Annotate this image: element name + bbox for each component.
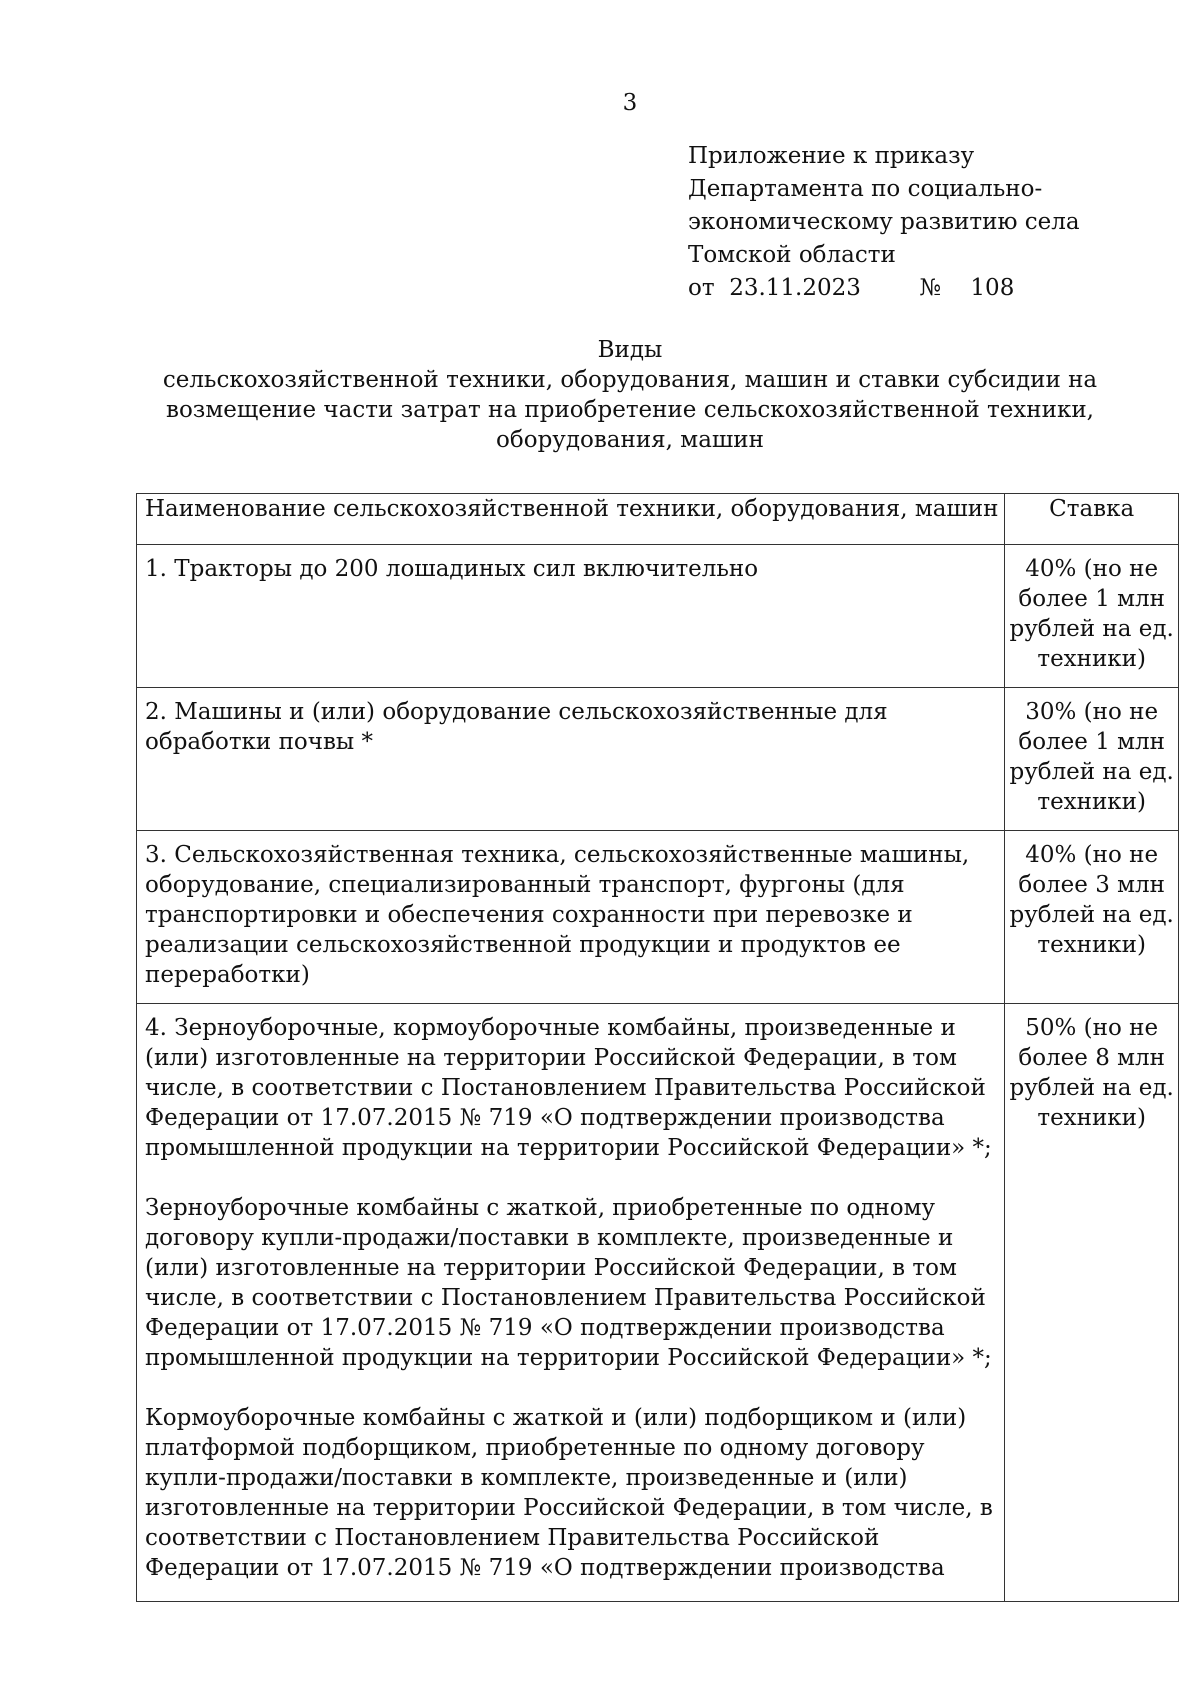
order-date: 23.11.2023	[729, 275, 861, 301]
row-name-line: платформой подборщиком, приобретенные по одному договору	[145, 1435, 925, 1461]
row-name-line: Федерации от 17.07.2015 № 719 «О подтверждении производства	[145, 1315, 945, 1341]
appendix-line: Департамента по социально-	[688, 176, 1043, 202]
row-name-line: промышленной продукции на территории Российской Федерации» *;	[145, 1135, 992, 1161]
title-line: оборудования, машин	[496, 427, 764, 453]
row-rate-line: более 1 млн	[1018, 586, 1165, 612]
date-prefix: от	[688, 275, 715, 301]
row-rate-line: более 3 млн	[1018, 872, 1165, 898]
row-name-line: договору купли-продажи/поставки в комплекте, произведенные и	[145, 1225, 954, 1251]
row-name-line: Федерации от 17.07.2015 № 719 «О подтверждении производства	[145, 1555, 945, 1581]
row-rate-line: рублей на ед.	[1009, 759, 1174, 785]
row-name-line: Кормоуборочные комбайны с жаткой и (или) подборщиком и (или)	[145, 1405, 967, 1431]
header-rate: Ставка	[1005, 494, 1178, 545]
row-name-line: числе, в соответствии с Постановлением Правительства Российской	[145, 1285, 986, 1311]
row-name-cell	[137, 545, 1005, 688]
row-name-line: Зерноуборочные комбайны с жаткой, приобретенные по одному	[145, 1195, 936, 1221]
row-name-line: реализации сельскохозяйственной продукции и продуктов ее	[145, 932, 901, 958]
row-rate-line: техники)	[1037, 789, 1146, 815]
page-number: 3	[622, 90, 638, 116]
row-name-line: оборудование, специализированный транспорт, фургоны (для	[145, 872, 905, 898]
title-line: сельскохозяйственной техники, оборудования, машин и ставки субсидии на	[162, 367, 1098, 393]
paragraph-gap	[145, 1163, 998, 1193]
table-row	[137, 1004, 1179, 1602]
row-rate-line: рублей на ед.	[1009, 902, 1174, 928]
title-line: возмещение части затрат на приобретение сельскохозяйственной техники,	[166, 397, 1094, 423]
table-header-row	[137, 494, 1179, 545]
order-number: 108	[970, 275, 1015, 301]
row-name-line: соответствии с Постановлением Правительства Российской	[145, 1525, 880, 1551]
appendix-line: экономическому развитию села	[688, 209, 1080, 235]
row-rate-line: рублей на ед.	[1009, 616, 1174, 642]
row-rate-line: 40% (но не	[1025, 556, 1159, 582]
appendix-date-line	[688, 272, 1148, 305]
row-name-line: промышленной продукции на территории Российской Федерации» *;	[145, 1345, 992, 1371]
row-rate-line: более 8 млн	[1018, 1045, 1165, 1071]
row-rate-cell	[1005, 688, 1178, 831]
rates-table	[136, 493, 1179, 1602]
header-name: Наименование сельскохозяйственной техники, оборудования, машин	[137, 494, 1005, 545]
table-row	[137, 545, 1179, 688]
table-body	[137, 545, 1179, 1602]
row-rate-line: рублей на ед.	[1009, 1075, 1174, 1101]
row-rate-cell	[1005, 545, 1178, 688]
row-name-line: обработки почвы *	[145, 729, 374, 755]
row-name-line: (или) изготовленные на территории Российской Федерации, в том	[145, 1045, 957, 1071]
row-name-line: 3. Сельскохозяйственная техника, сельскохозяйственные машины,	[145, 842, 970, 868]
row-rate-cell	[1005, 831, 1178, 1004]
row-rate-line: техники)	[1037, 932, 1146, 958]
row-rate-cell	[1005, 1004, 1178, 1602]
row-name-line: 2. Машины и (или) оборудование сельскохозяйственные для	[145, 699, 888, 725]
row-rate-line: более 1 млн	[1018, 729, 1165, 755]
appendix-line: Приложение к приказу	[688, 143, 975, 169]
appendix-line: Томской области	[688, 242, 896, 268]
row-name-line: транспортировки и обеспечения сохранности при перевозке и	[145, 902, 913, 928]
number-sign: №	[919, 275, 942, 301]
table-row	[137, 831, 1179, 1004]
row-name-line: (или) изготовленные на территории Российской Федерации, в том	[145, 1255, 957, 1281]
document-title	[120, 335, 1140, 455]
row-name-line: переработки)	[145, 962, 310, 988]
row-rate-line: техники)	[1037, 1105, 1146, 1131]
row-rate-line: 40% (но не	[1025, 842, 1159, 868]
row-name-line: 1. Тракторы до 200 лошадиных сил включительно	[145, 556, 759, 582]
paragraph-gap	[145, 1373, 998, 1403]
row-name-line: 4. Зерноуборочные, кормоуборочные комбайны, произведенные и	[145, 1015, 956, 1041]
row-name-cell	[137, 1004, 1005, 1602]
row-name-line: купли-продажи/поставки в комплекте, произведенные и (или)	[145, 1465, 908, 1491]
table-row	[137, 688, 1179, 831]
row-name-line: изготовленные на территории Российской Федерации, в том числе, в	[145, 1495, 993, 1521]
row-name-line: Федерации от 17.07.2015 № 719 «О подтверждении производства	[145, 1105, 945, 1131]
row-rate-line: 50% (но не	[1025, 1015, 1159, 1041]
title-line: Виды	[597, 337, 663, 363]
row-name-line: числе, в соответствии с Постановлением Правительства Российской	[145, 1075, 986, 1101]
row-name-cell	[137, 688, 1005, 831]
appendix-block	[688, 140, 1148, 305]
row-name-cell	[137, 831, 1005, 1004]
row-rate-line: техники)	[1037, 646, 1146, 672]
row-rate-line: 30% (но не	[1025, 699, 1159, 725]
